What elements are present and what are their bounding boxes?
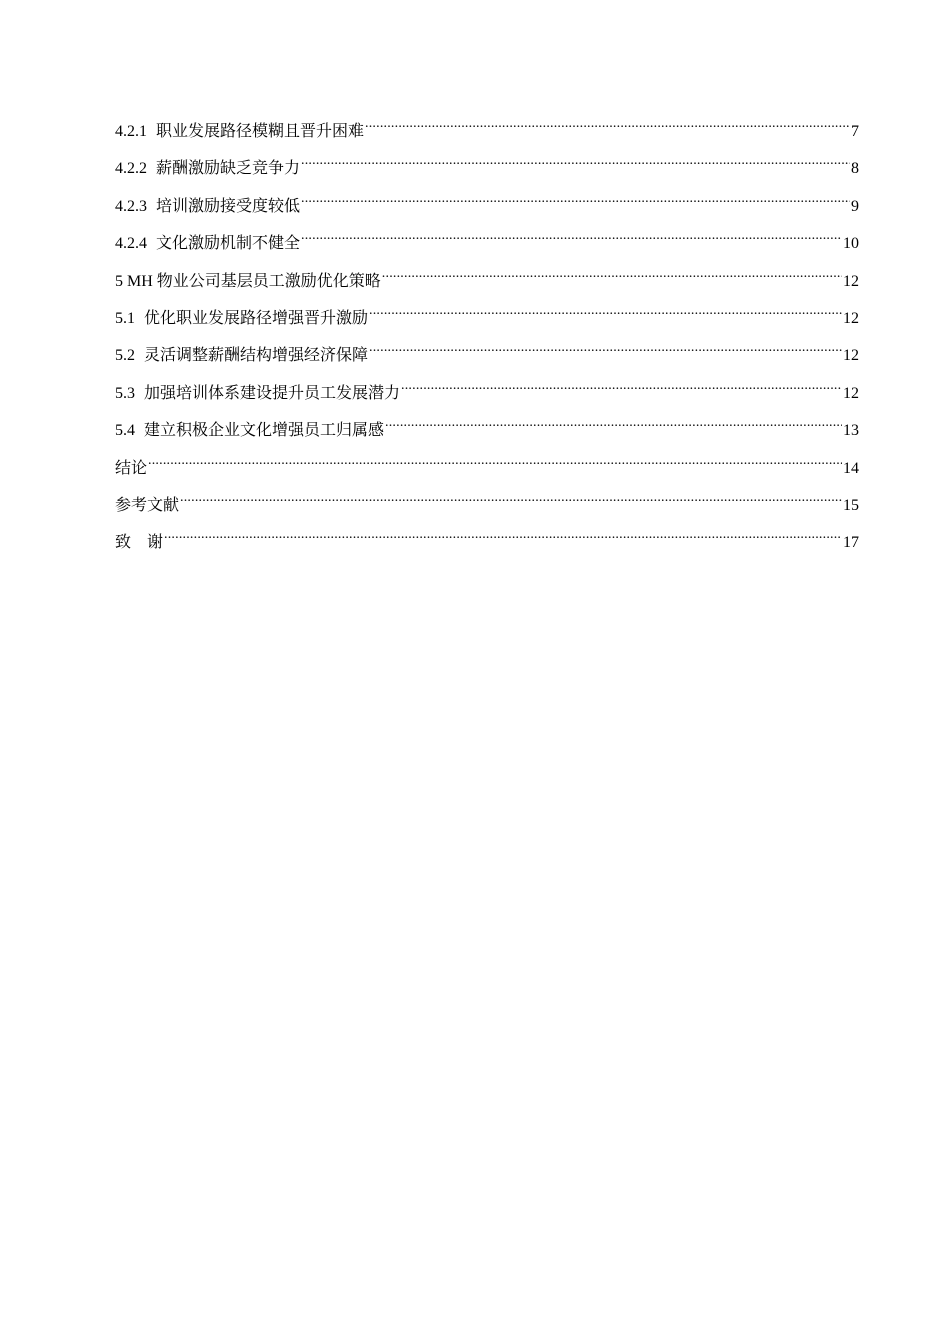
toc-entry-page: 8: [851, 160, 859, 178]
toc-leader-dots: [369, 342, 842, 360]
toc-entry-page: 10: [843, 235, 859, 253]
toc-entry[interactable]: [115, 528, 859, 565]
toc-leader-dots: [301, 155, 850, 173]
toc-entry-page: 12: [843, 384, 859, 402]
toc-leader-dots: [382, 268, 842, 286]
toc-entry-page: 12: [843, 272, 859, 290]
toc-entry-page: 15: [843, 496, 859, 514]
toc-entry-page: 9: [851, 197, 859, 215]
toc-entry-title: 建立积极企业文化增强员工归属感: [144, 422, 385, 440]
toc-entry-title: 结论: [115, 459, 148, 477]
toc-entry-title: 培训激励接受度较低: [156, 197, 301, 215]
toc-entry-title: MH 物业公司基层员工激励优化策略: [127, 272, 381, 290]
toc-entry[interactable]: [115, 117, 859, 154]
toc-leader-dots: [369, 305, 842, 323]
toc-entry-title: 致 谢: [115, 534, 164, 552]
toc-entry-number: 4.2.3: [115, 197, 147, 215]
toc-entry-page: 7: [851, 123, 859, 140]
toc-entry[interactable]: [115, 229, 859, 266]
toc-entry-number: 4.2.1: [115, 123, 147, 140]
toc-entry[interactable]: [115, 267, 859, 304]
toc-entry-title: 文化激励机制不健全: [156, 235, 301, 253]
toc-entry-number: 4.2.2: [115, 160, 147, 178]
toc-leader-dots: [164, 529, 842, 547]
toc-entry-title: 参考文献: [115, 496, 180, 514]
toc-entry-page: 12: [843, 347, 859, 365]
toc-entry[interactable]: [115, 341, 859, 378]
toc-leader-dots: [180, 492, 842, 510]
toc-leader-dots: [401, 380, 842, 398]
toc-entry-page: 14: [843, 459, 859, 477]
toc-entry[interactable]: [115, 192, 859, 229]
toc-entry-title: 加强培训体系建设提升员工发展潜力: [144, 384, 401, 402]
toc-leader-dots: [148, 455, 842, 473]
toc-leader-dots: [301, 230, 842, 248]
toc-entry-title: 优化职业发展路径增强晋升激励: [144, 309, 369, 327]
toc-entry-number: 5.3: [115, 384, 135, 402]
toc-entry-title: 灵活调整薪酬结构增强经济保障: [144, 347, 369, 365]
toc-entry[interactable]: [115, 454, 859, 491]
toc-entry-number: 4.2.4: [115, 235, 147, 253]
toc-leader-dots: [365, 118, 850, 136]
toc-entry-number: 5.2: [115, 347, 135, 365]
toc-entry-page: 13: [843, 422, 859, 440]
toc-entry-title: 职业发展路径模糊且晋升困难: [156, 123, 365, 140]
toc-entry-number: 5: [115, 272, 123, 290]
table-of-contents: [115, 117, 859, 566]
toc-entry[interactable]: [115, 304, 859, 341]
toc-entry-page: 17: [843, 534, 859, 552]
toc-entry-title: 薪酬激励缺乏竞争力: [156, 160, 301, 178]
toc-leader-dots: [301, 193, 850, 211]
toc-entry-page: 12: [843, 309, 859, 327]
toc-entry[interactable]: [115, 379, 859, 416]
toc-entry[interactable]: [115, 491, 859, 528]
toc-entry[interactable]: [115, 416, 859, 453]
toc-leader-dots: [385, 417, 842, 435]
toc-entry-number: 5.1: [115, 309, 135, 327]
toc-entry-number: 5.4: [115, 422, 135, 440]
toc-entry[interactable]: [115, 154, 859, 191]
